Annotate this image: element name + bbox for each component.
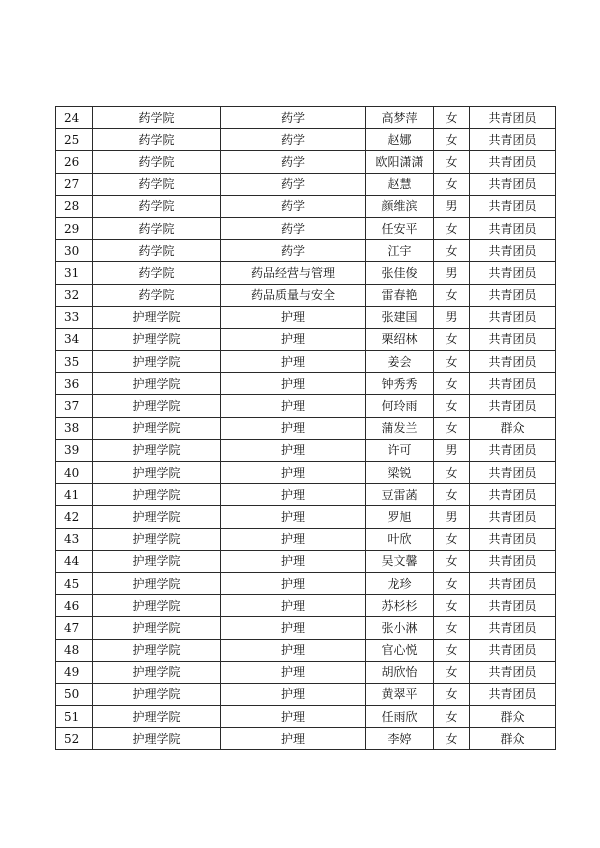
cell-college: 护理学院 — [93, 572, 221, 594]
cell-gender: 女 — [434, 728, 470, 750]
table-row — [56, 506, 556, 528]
cell-name: 姜会 — [366, 351, 434, 373]
cell-college: 护理学院 — [93, 617, 221, 639]
cell-major: 药品经营与管理 — [221, 262, 366, 284]
cell-political-status: 共青团员 — [470, 351, 556, 373]
cell-political-status: 群众 — [470, 728, 556, 750]
cell-major: 药学 — [221, 195, 366, 217]
cell-name: 栗绍林 — [366, 328, 434, 350]
cell-number: 40 — [56, 462, 93, 484]
cell-major: 护理 — [221, 528, 366, 550]
cell-college: 护理学院 — [93, 506, 221, 528]
cell-gender: 男 — [434, 506, 470, 528]
cell-number: 33 — [56, 306, 93, 328]
cell-number: 51 — [56, 706, 93, 728]
cell-gender: 女 — [434, 417, 470, 439]
cell-college: 护理学院 — [93, 306, 221, 328]
cell-name: 张小淋 — [366, 617, 434, 639]
cell-major: 护理 — [221, 550, 366, 572]
cell-gender: 男 — [434, 195, 470, 217]
cell-name: 任安平 — [366, 217, 434, 239]
cell-political-status: 共青团员 — [470, 617, 556, 639]
cell-political-status: 共青团员 — [470, 240, 556, 262]
cell-major: 护理 — [221, 728, 366, 750]
table-row — [56, 661, 556, 683]
cell-name: 钟秀秀 — [366, 373, 434, 395]
cell-gender: 女 — [434, 528, 470, 550]
cell-major: 药学 — [221, 240, 366, 262]
table-row — [56, 683, 556, 705]
cell-college: 药学院 — [93, 195, 221, 217]
cell-college: 护理学院 — [93, 462, 221, 484]
cell-gender: 女 — [434, 572, 470, 594]
cell-major: 护理 — [221, 595, 366, 617]
cell-number: 45 — [56, 572, 93, 594]
cell-major: 护理 — [221, 395, 366, 417]
table-row — [56, 617, 556, 639]
cell-college: 药学院 — [93, 173, 221, 195]
cell-name: 梁锐 — [366, 462, 434, 484]
cell-political-status: 共青团员 — [470, 373, 556, 395]
cell-political-status: 共青团员 — [470, 550, 556, 572]
cell-political-status: 共青团员 — [470, 595, 556, 617]
cell-number: 25 — [56, 129, 93, 151]
cell-number: 28 — [56, 195, 93, 217]
cell-college: 护理学院 — [93, 528, 221, 550]
cell-political-status: 共青团员 — [470, 173, 556, 195]
cell-political-status: 共青团员 — [470, 484, 556, 506]
cell-major: 护理 — [221, 572, 366, 594]
cell-gender: 女 — [434, 217, 470, 239]
cell-major: 护理 — [221, 639, 366, 661]
cell-major: 护理 — [221, 706, 366, 728]
cell-major: 护理 — [221, 484, 366, 506]
cell-name: 张建国 — [366, 306, 434, 328]
table-row — [56, 462, 556, 484]
cell-political-status: 共青团员 — [470, 439, 556, 461]
cell-college: 药学院 — [93, 240, 221, 262]
cell-name: 颜维滨 — [366, 195, 434, 217]
cell-name: 李婷 — [366, 728, 434, 750]
table-row — [56, 572, 556, 594]
table-row — [56, 528, 556, 550]
cell-gender: 女 — [434, 284, 470, 306]
cell-college: 护理学院 — [93, 595, 221, 617]
cell-number: 50 — [56, 683, 93, 705]
cell-political-status: 群众 — [470, 417, 556, 439]
cell-gender: 女 — [434, 683, 470, 705]
cell-college: 护理学院 — [93, 439, 221, 461]
cell-number: 29 — [56, 217, 93, 239]
cell-major: 药学 — [221, 151, 366, 173]
cell-political-status: 共青团员 — [470, 683, 556, 705]
cell-name: 官心悦 — [366, 639, 434, 661]
cell-name: 蒲发兰 — [366, 417, 434, 439]
cell-political-status: 共青团员 — [470, 528, 556, 550]
cell-major: 护理 — [221, 462, 366, 484]
cell-major: 护理 — [221, 683, 366, 705]
cell-major: 药学 — [221, 217, 366, 239]
cell-college: 药学院 — [93, 217, 221, 239]
cell-gender: 男 — [434, 262, 470, 284]
cell-name: 何玲雨 — [366, 395, 434, 417]
cell-gender: 女 — [434, 706, 470, 728]
cell-gender: 女 — [434, 107, 470, 129]
cell-major: 护理 — [221, 439, 366, 461]
cell-gender: 男 — [434, 306, 470, 328]
cell-number: 42 — [56, 506, 93, 528]
table-row — [56, 639, 556, 661]
cell-number: 34 — [56, 328, 93, 350]
cell-name: 欧阳潇潇 — [366, 151, 434, 173]
cell-gender: 女 — [434, 373, 470, 395]
table-row — [56, 550, 556, 572]
cell-number: 38 — [56, 417, 93, 439]
cell-gender: 女 — [434, 173, 470, 195]
cell-college: 护理学院 — [93, 550, 221, 572]
cell-college: 护理学院 — [93, 373, 221, 395]
table-row — [56, 129, 556, 151]
cell-political-status: 共青团员 — [470, 639, 556, 661]
cell-name: 雷春艳 — [366, 284, 434, 306]
cell-name: 豆雷菡 — [366, 484, 434, 506]
cell-political-status: 共青团员 — [470, 462, 556, 484]
cell-number: 48 — [56, 639, 93, 661]
table-row — [56, 262, 556, 284]
cell-major: 药学 — [221, 173, 366, 195]
cell-political-status: 共青团员 — [470, 129, 556, 151]
cell-gender: 女 — [434, 462, 470, 484]
cell-gender: 女 — [434, 617, 470, 639]
cell-major: 药学 — [221, 129, 366, 151]
cell-major: 护理 — [221, 417, 366, 439]
table-row — [56, 151, 556, 173]
cell-name: 吴文馨 — [366, 550, 434, 572]
cell-major: 护理 — [221, 506, 366, 528]
cell-college: 药学院 — [93, 151, 221, 173]
cell-gender: 女 — [434, 484, 470, 506]
cell-college: 护理学院 — [93, 728, 221, 750]
cell-major: 药学 — [221, 107, 366, 129]
cell-gender: 女 — [434, 351, 470, 373]
cell-political-status: 共青团员 — [470, 661, 556, 683]
table-row — [56, 173, 556, 195]
table-row — [56, 217, 556, 239]
cell-name: 叶欣 — [366, 528, 434, 550]
cell-political-status: 共青团员 — [470, 151, 556, 173]
cell-college: 护理学院 — [93, 706, 221, 728]
table-row — [56, 706, 556, 728]
cell-number: 43 — [56, 528, 93, 550]
cell-gender: 女 — [434, 328, 470, 350]
cell-college: 药学院 — [93, 262, 221, 284]
cell-major: 护理 — [221, 617, 366, 639]
cell-gender: 女 — [434, 129, 470, 151]
cell-political-status: 共青团员 — [470, 284, 556, 306]
cell-college: 护理学院 — [93, 683, 221, 705]
cell-gender: 女 — [434, 395, 470, 417]
cell-number: 52 — [56, 728, 93, 750]
table-row — [56, 195, 556, 217]
cell-number: 49 — [56, 661, 93, 683]
cell-name: 罗旭 — [366, 506, 434, 528]
cell-name: 苏杉杉 — [366, 595, 434, 617]
cell-college: 护理学院 — [93, 395, 221, 417]
cell-major: 药品质量与安全 — [221, 284, 366, 306]
cell-name: 龙珍 — [366, 572, 434, 594]
cell-number: 24 — [56, 107, 93, 129]
cell-political-status: 共青团员 — [470, 572, 556, 594]
cell-college: 护理学院 — [93, 484, 221, 506]
cell-college: 护理学院 — [93, 661, 221, 683]
cell-gender: 女 — [434, 240, 470, 262]
cell-number: 32 — [56, 284, 93, 306]
cell-political-status: 共青团员 — [470, 306, 556, 328]
cell-number: 27 — [56, 173, 93, 195]
table-row — [56, 328, 556, 350]
cell-name: 江宇 — [366, 240, 434, 262]
cell-political-status: 共青团员 — [470, 107, 556, 129]
cell-political-status: 共青团员 — [470, 506, 556, 528]
cell-number: 47 — [56, 617, 93, 639]
cell-college: 护理学院 — [93, 328, 221, 350]
cell-college: 护理学院 — [93, 351, 221, 373]
cell-political-status: 共青团员 — [470, 395, 556, 417]
cell-political-status: 群众 — [470, 706, 556, 728]
cell-number: 41 — [56, 484, 93, 506]
cell-major: 护理 — [221, 661, 366, 683]
cell-gender: 女 — [434, 550, 470, 572]
cell-number: 37 — [56, 395, 93, 417]
cell-name: 高梦萍 — [366, 107, 434, 129]
table-row — [56, 395, 556, 417]
cell-number: 30 — [56, 240, 93, 262]
cell-name: 黄翠平 — [366, 683, 434, 705]
cell-major: 护理 — [221, 351, 366, 373]
cell-name: 赵慧 — [366, 173, 434, 195]
cell-name: 张佳俊 — [366, 262, 434, 284]
cell-major: 护理 — [221, 373, 366, 395]
table-row — [56, 417, 556, 439]
table-row — [56, 107, 556, 129]
roster-body — [56, 107, 556, 750]
table-row — [56, 595, 556, 617]
table-row — [56, 284, 556, 306]
cell-college: 护理学院 — [93, 417, 221, 439]
cell-name: 胡欣怡 — [366, 661, 434, 683]
cell-number: 36 — [56, 373, 93, 395]
cell-name: 许可 — [366, 439, 434, 461]
cell-major: 护理 — [221, 306, 366, 328]
cell-political-status: 共青团员 — [470, 217, 556, 239]
table-row — [56, 439, 556, 461]
cell-college: 药学院 — [93, 107, 221, 129]
cell-number: 31 — [56, 262, 93, 284]
cell-number: 39 — [56, 439, 93, 461]
table-row — [56, 240, 556, 262]
cell-number: 26 — [56, 151, 93, 173]
cell-number: 35 — [56, 351, 93, 373]
cell-gender: 女 — [434, 595, 470, 617]
table-row — [56, 306, 556, 328]
cell-college: 药学院 — [93, 284, 221, 306]
cell-political-status: 共青团员 — [470, 262, 556, 284]
table-row — [56, 351, 556, 373]
cell-number: 44 — [56, 550, 93, 572]
table-row — [56, 484, 556, 506]
cell-major: 护理 — [221, 328, 366, 350]
cell-gender: 女 — [434, 661, 470, 683]
cell-college: 药学院 — [93, 129, 221, 151]
student-roster-table — [55, 106, 556, 750]
cell-gender: 女 — [434, 151, 470, 173]
cell-political-status: 共青团员 — [470, 328, 556, 350]
cell-political-status: 共青团员 — [470, 195, 556, 217]
cell-name: 赵娜 — [366, 129, 434, 151]
table-row — [56, 373, 556, 395]
cell-gender: 男 — [434, 439, 470, 461]
table-row — [56, 728, 556, 750]
cell-name: 任雨欣 — [366, 706, 434, 728]
cell-gender: 女 — [434, 639, 470, 661]
cell-number: 46 — [56, 595, 93, 617]
cell-college: 护理学院 — [93, 639, 221, 661]
